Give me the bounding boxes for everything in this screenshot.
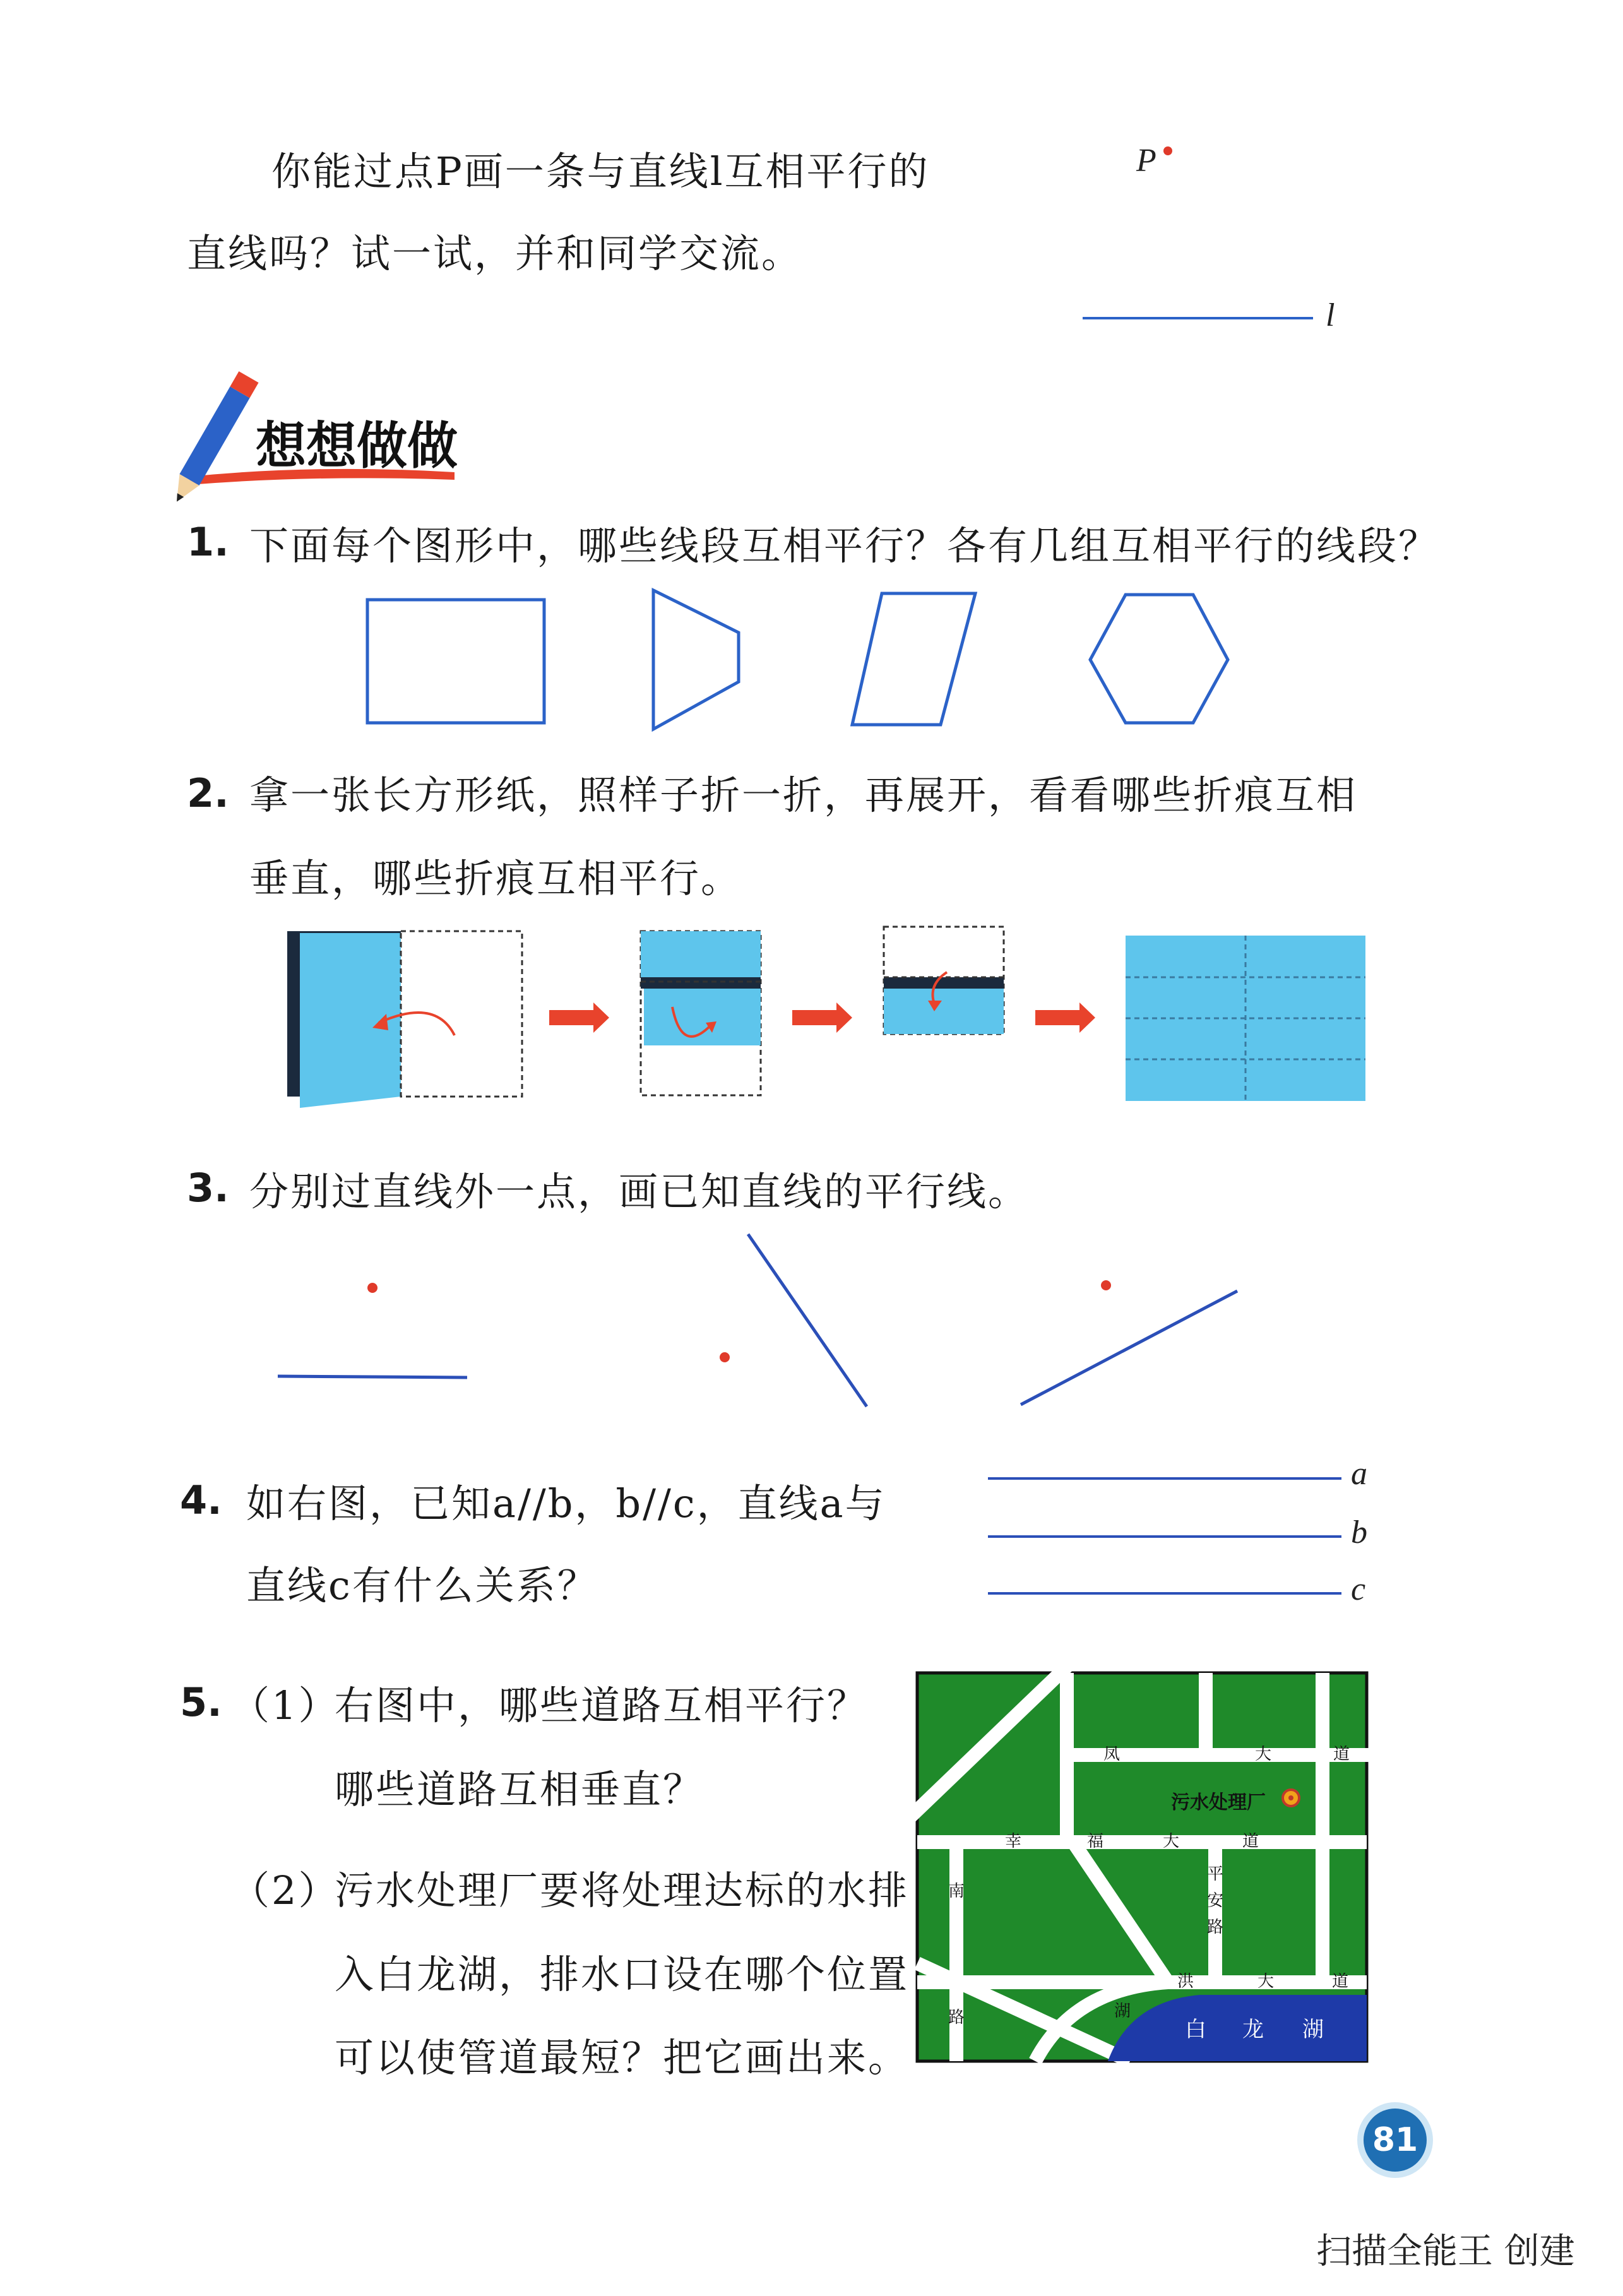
q4-number: 4. [180, 1477, 222, 1523]
road-char: 道 [1333, 1745, 1350, 1764]
point-p-label: P [1136, 143, 1156, 179]
road-char: 大 [1163, 1832, 1180, 1851]
q2-number: 2. [187, 770, 229, 816]
q5-part2-index: （2） [230, 1867, 340, 1913]
q2-text-line-1: 拿一张长方形纸，照样子折一折，再展开，看看哪些折痕互相 [249, 772, 1358, 818]
lake-char-3: 湖 [1302, 2017, 1324, 2042]
road-char: 大 [1255, 1745, 1272, 1764]
road-char: 道 [1332, 1972, 1349, 1991]
road-char: 路 [948, 2008, 965, 2027]
road-char: 洪 [1177, 1972, 1194, 1991]
road-char: 路 [1207, 1918, 1224, 1937]
q2-text-line-2: 垂直，哪些折痕互相平行。 [249, 855, 742, 901]
q1-text: 下面每个图形中，哪些线段互相平行？各有几组互相平行的线段？ [249, 523, 1440, 569]
intro-line-1: 你能过点P画一条与直线l互相平行的 [271, 148, 930, 194]
q5-part2-line-1: 污水处理厂要将处理达标的水排 [335, 1867, 910, 1913]
q5-part2-line-3: 可以使管道最短？把它画出来。 [335, 2035, 910, 2081]
road-char: 福 [1087, 1832, 1104, 1851]
road-char: 平 [1207, 1865, 1224, 1884]
plant-label: 污水处理厂 [1171, 1792, 1266, 1814]
scanner-watermark: 扫描全能王 创建 [1316, 2231, 1575, 2272]
road-char: 凤 [1103, 1745, 1121, 1764]
lake-char-2: 龙 [1242, 2017, 1264, 2042]
lake-char-1: 白 [1185, 2017, 1206, 2042]
q3-text: 分别过直线外一点，画已知直线的平行线。 [249, 1169, 1030, 1215]
road-char: 道 [1242, 1832, 1259, 1851]
q5-part1-line-1: 右图中，哪些道路互相平行？ [335, 1682, 869, 1728]
q5-part1-index: （1） [230, 1682, 340, 1728]
section-title: 想想做做 [256, 417, 458, 475]
line-b-label: b [1351, 1514, 1367, 1550]
line-c-label: c [1351, 1571, 1366, 1607]
intro-line-2: 直线吗？试一试，并和同学交流。 [187, 230, 803, 277]
q5-number: 5. [180, 1679, 222, 1725]
q4-text-line-1: 如右图，已知a//b，b//c，直线a与 [246, 1480, 886, 1526]
line-a-label: a [1351, 1456, 1367, 1492]
q4-text-line-2: 直线c有什么关系？ [246, 1562, 598, 1609]
q5-part2-line-2: 入白龙湖，排水口设在哪个位置 [335, 1951, 910, 1997]
q5-part1-line-2: 哪些道路互相垂直？ [335, 1766, 704, 1812]
road-char: 大 [1257, 1972, 1275, 1991]
q3-number: 3. [187, 1165, 229, 1211]
page-number: 81 [1364, 2109, 1427, 2172]
road-char: 南 [948, 1882, 965, 1901]
road-char: 幸 [1005, 1832, 1022, 1851]
road-char: 湖 [1114, 2002, 1131, 2021]
road-char: 安 [1207, 1891, 1224, 1910]
line-l-label: l [1326, 297, 1335, 333]
q1-number: 1. [187, 519, 229, 565]
